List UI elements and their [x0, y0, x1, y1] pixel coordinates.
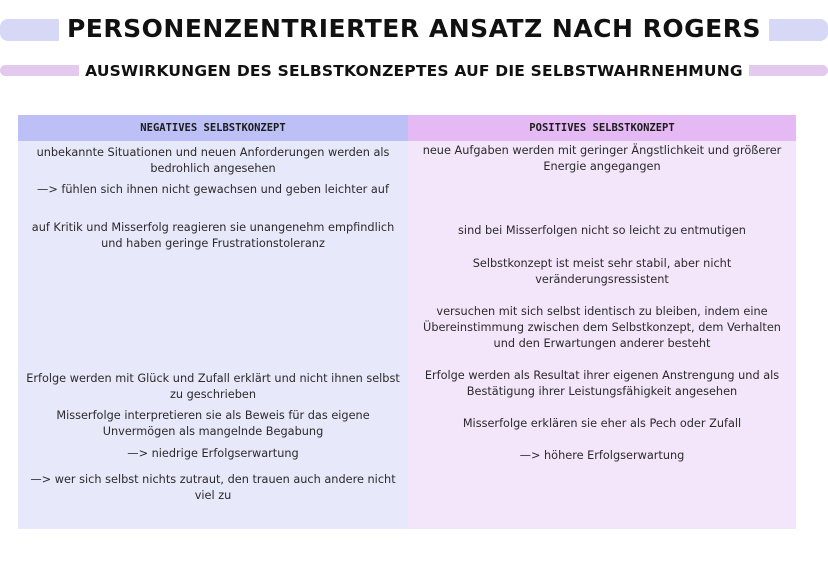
negative-item: Misserfolge interpretieren sie als Beweis für das eigene Unvermögen als mangelnde Begabung	[56, 409, 370, 438]
page-title-wrap	[0, 12, 828, 46]
negative-item: —> wer sich selbst nichts zutraut, den trauen auch andere nicht viel zu	[30, 473, 396, 502]
negative-item: Erfolge werden mit Glück und Zufall erklärt und nicht ihnen selbst zu geschrieben	[26, 372, 400, 401]
positive-item: Misserfolge erklären sie eher als Pech oder Zufall	[462, 417, 742, 430]
negative-item: —> niedrige Erfolgserwartung	[127, 447, 299, 460]
positive-column	[408, 115, 796, 529]
negative-item: unbekannte Situationen und neuen Anforderungen werden als bedrohlich angesehen	[36, 146, 390, 175]
positive-item: versuchen mit sich selbst identisch zu bleiben, indem eine Übereinstimmung zwischen dem Selbstkonzept, dem Verhalten und den Erwartungen anderer besteht	[423, 305, 781, 350]
positive-item: neue Aufgaben werden mit geringer Ängstlichkeit und größerer Energie angegangen	[422, 144, 782, 173]
negative-item: auf Kritik und Misserfolg reagieren sie unangenehm empfindlich und haben geringe Frustrationstoleranz	[31, 221, 395, 250]
positive-item: —> höhere Erfolgserwartung	[519, 449, 685, 462]
positive-item: Selbstkonzept ist meist sehr stabil, aber nicht veränderungsressistent	[472, 257, 732, 286]
positive-item: sind bei Misserfolgen nicht so leicht zu entmutigen	[458, 224, 746, 237]
negative-column	[18, 115, 408, 529]
page-subtitle-wrap	[0, 58, 828, 84]
negative-item: —> fühlen sich ihnen nicht gewachsen und geben leichter auf	[37, 183, 389, 196]
page-title: PERSONENZENTRIERTER ANSATZ NACH ROGERS	[59, 12, 769, 46]
negative-header: NEGATIVES SELBSTKONZEPT	[18, 115, 408, 141]
positive-header: POSITIVES SELBSTKONZEPT	[408, 115, 796, 141]
page-subtitle: AUSWIRKUNGEN DES SELBSTKONZEPTES AUF DIE SELBSTWAHRNEHMUNG	[79, 58, 749, 84]
positive-item: Erfolge werden als Resultat ihrer eigenen Anstrengung und als Bestätigung ihrer Leistungsfähigkeit angesehen	[424, 369, 780, 398]
